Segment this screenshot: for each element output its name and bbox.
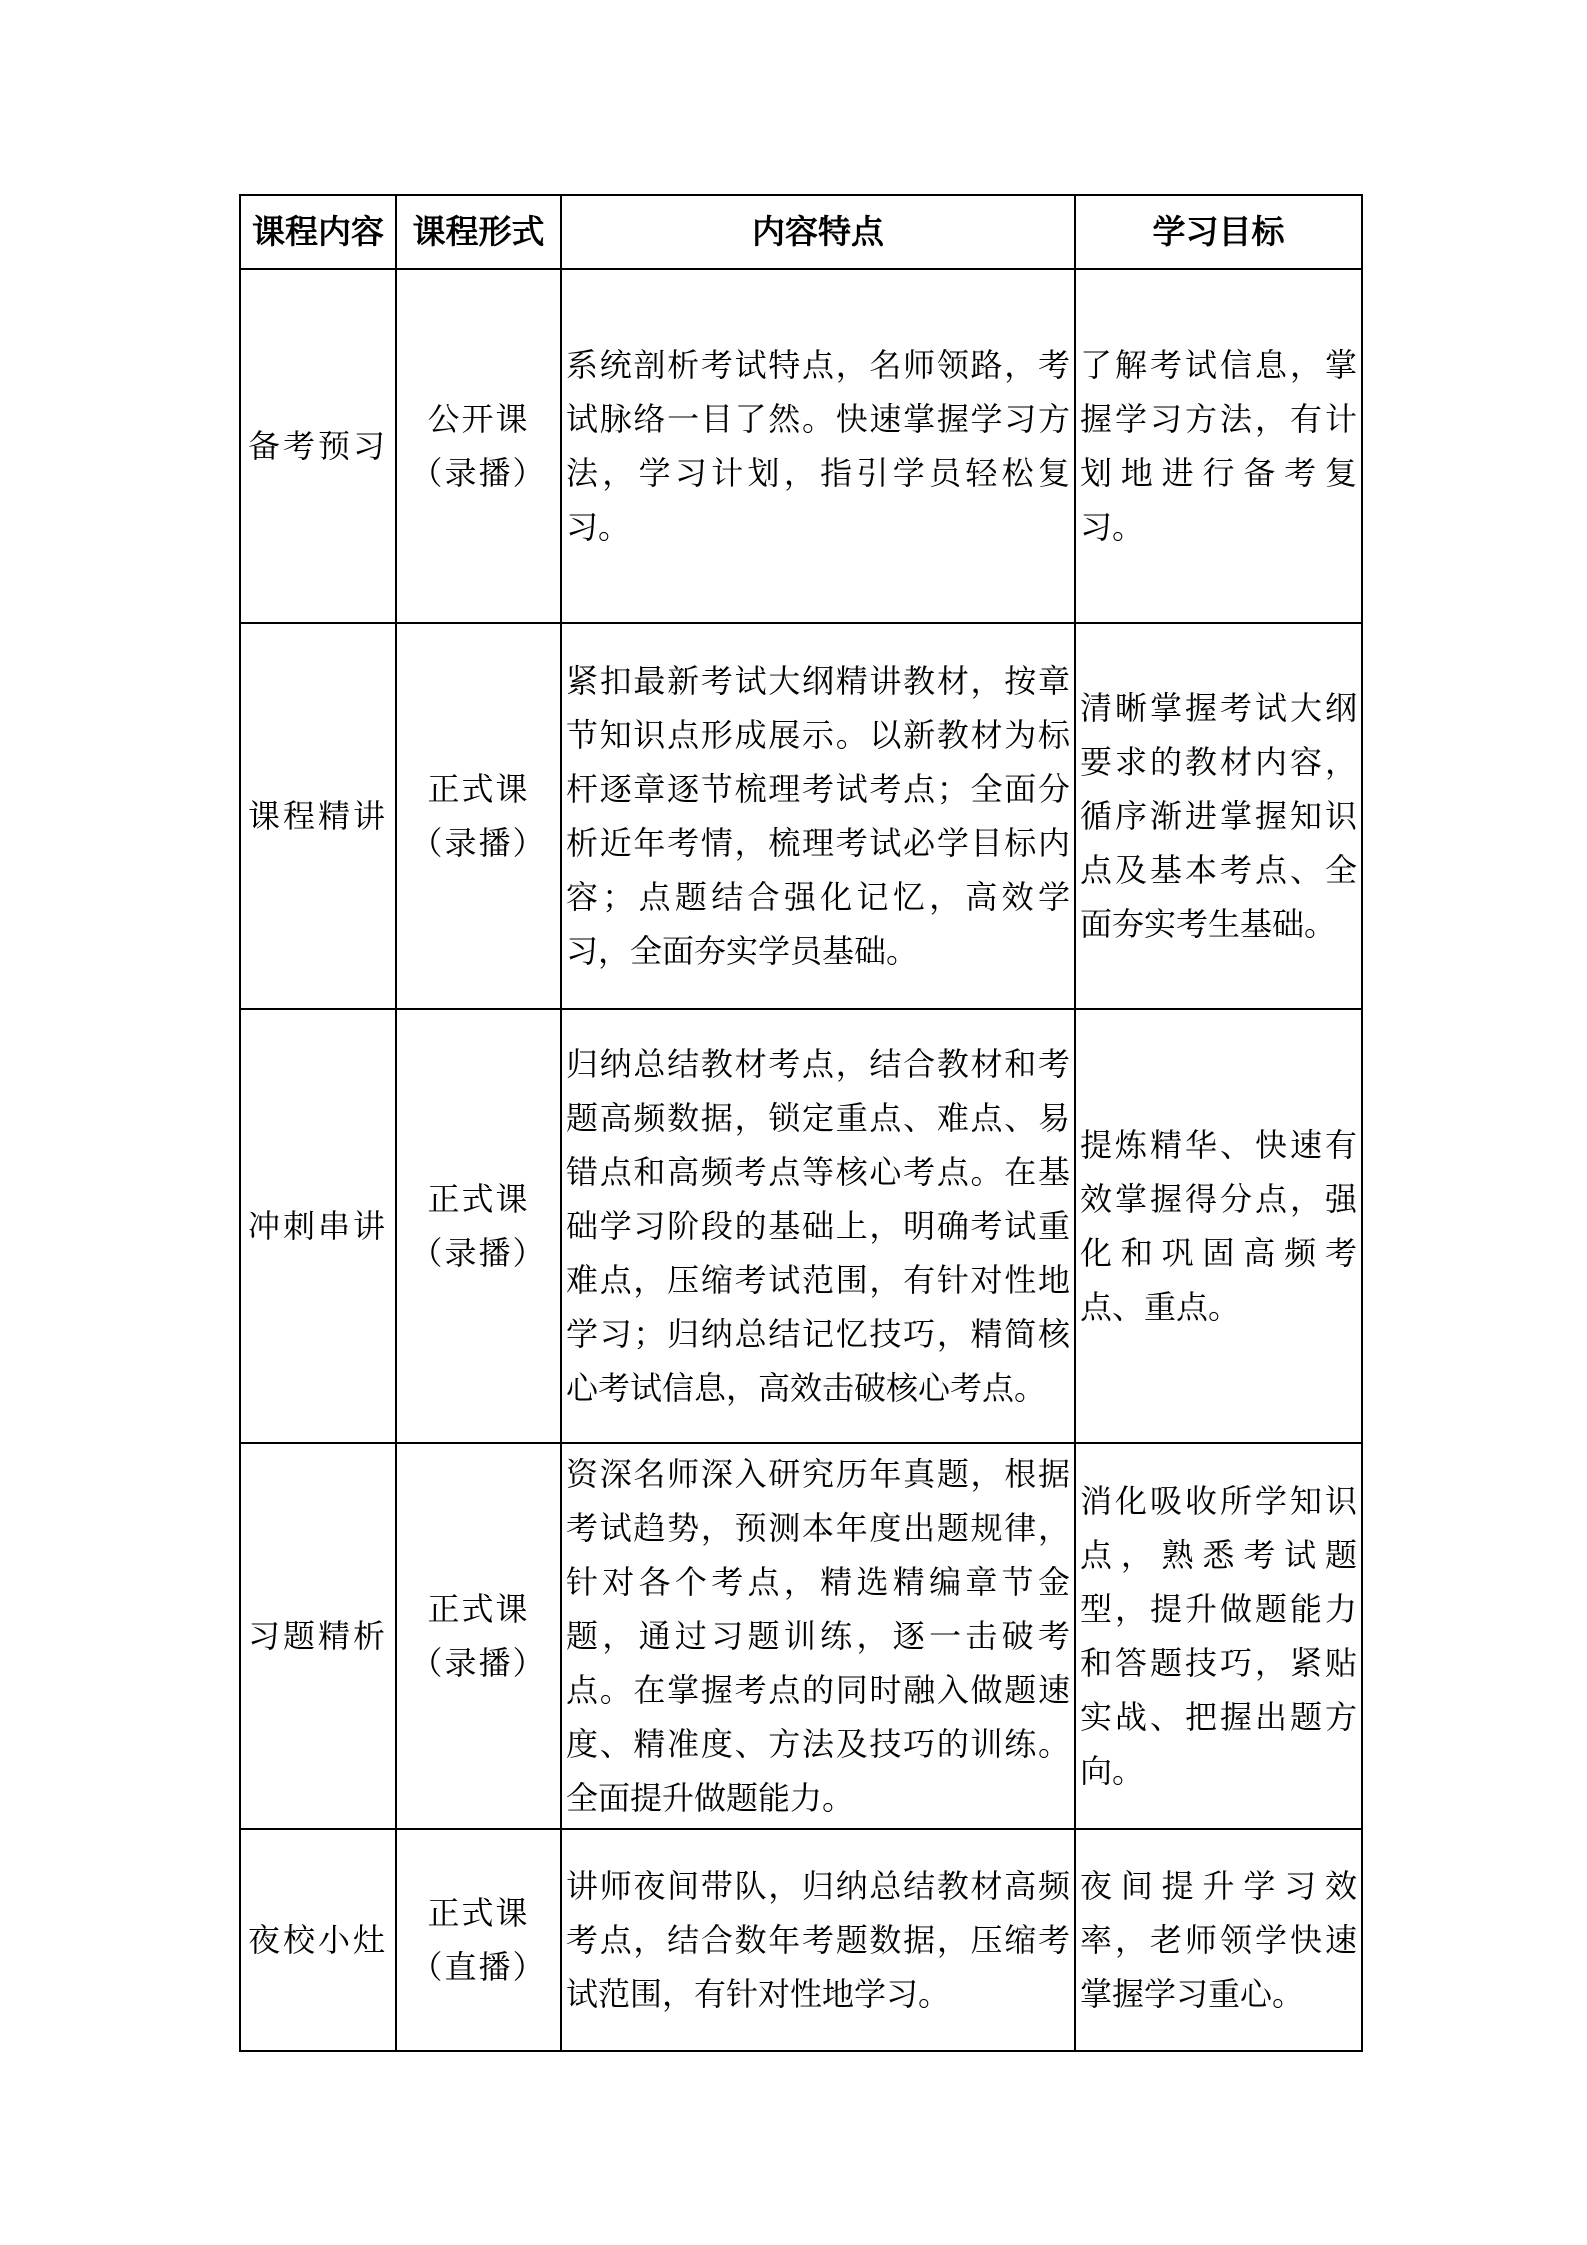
- course-form-mode: （录播）: [410, 1644, 547, 1682]
- course-form-type: 正式课: [427, 1180, 530, 1218]
- course-features-cell: 资深名师深入研究历年真题，根据考试趋势，预测本年度出题规律，针对各个考点，精选精编章节金题，通过习题训练，逐一击破考点。在掌握考点的同时融入做题速度、精准度、方法及技巧的训练。全面提升做题能力。: [561, 1443, 1075, 1829]
- table-row: [240, 623, 1362, 1009]
- course-form-type: 公开课: [427, 400, 530, 438]
- table-row: [240, 1443, 1362, 1829]
- course-name-cell: 课程精讲: [240, 623, 396, 1009]
- course-table: [239, 194, 1363, 2052]
- course-goal-cell: 夜间提升学习效率，老师领学快速掌握学习重心。: [1075, 1829, 1362, 2051]
- course-goal-cell: 了解考试信息，掌握学习方法，有计划地进行备考复习。: [1075, 269, 1362, 623]
- course-form-type: 正式课: [427, 1894, 530, 1932]
- course-form-mode: （直播）: [410, 1948, 547, 1986]
- course-form-type: 正式课: [427, 1590, 530, 1628]
- course-features-cell: 紧扣最新考试大纲精讲教材，按章节知识点形成展示。以新教材为标杆逐章逐节梳理考试考点；全面分析近年考情，梳理考试必学目标内容；点题结合强化记忆，高效学习，全面夯实学员基础。: [561, 623, 1075, 1009]
- course-form-mode: （录播）: [410, 1234, 547, 1272]
- course-goal-cell: 提炼精华、快速有效掌握得分点，强化和巩固高频考点、重点。: [1075, 1009, 1362, 1443]
- course-name-cell: 备考预习: [240, 269, 396, 623]
- course-form-mode: （录播）: [410, 824, 547, 862]
- course-goal-cell: 清晰掌握考试大纲要求的教材内容，循序渐进掌握知识点及基本考点、全面夯实考生基础。: [1075, 623, 1362, 1009]
- course-name-cell: 夜校小灶: [240, 1829, 396, 2051]
- course-features-cell: 讲师夜间带队，归纳总结教材高频考点，结合数年考题数据，压缩考试范围，有针对性地学习。: [561, 1829, 1075, 2051]
- header-course-form: 课程形式: [396, 195, 561, 269]
- course-form-cell: [396, 269, 561, 623]
- course-form-cell: [396, 1829, 561, 2051]
- course-goal-cell: 消化吸收所学知识点，熟悉考试题型，提升做题能力和答题技巧，紧贴实战、把握出题方向。: [1075, 1443, 1362, 1829]
- header-course-content: 课程内容: [240, 195, 396, 269]
- course-form-cell: [396, 623, 561, 1009]
- course-name-cell: 习题精析: [240, 1443, 396, 1829]
- course-form-cell: [396, 1009, 561, 1443]
- table-header-row: [240, 195, 1362, 269]
- course-features-cell: 系统剖析考试特点，名师领路，考试脉络一目了然。快速掌握学习方法，学习计划，指引学员轻松复习。: [561, 269, 1075, 623]
- course-name-cell: 冲刺串讲: [240, 1009, 396, 1443]
- course-features-cell: 归纳总结教材考点，结合教材和考题高频数据，锁定重点、难点、易错点和高频考点等核心考点。在基础学习阶段的基础上，明确考试重难点，压缩考试范围，有针对性地学习；归纳总结记忆技巧，精简核心考试信息，高效击破核心考点。: [561, 1009, 1075, 1443]
- course-form-type: 正式课: [427, 770, 530, 808]
- header-learning-goal: 学习目标: [1075, 195, 1362, 269]
- table-row: [240, 269, 1362, 623]
- course-form-cell: [396, 1443, 561, 1829]
- course-form-mode: （录播）: [410, 454, 547, 492]
- header-content-features: 内容特点: [561, 195, 1075, 269]
- table-row: [240, 1829, 1362, 2051]
- table-row: [240, 1009, 1362, 1443]
